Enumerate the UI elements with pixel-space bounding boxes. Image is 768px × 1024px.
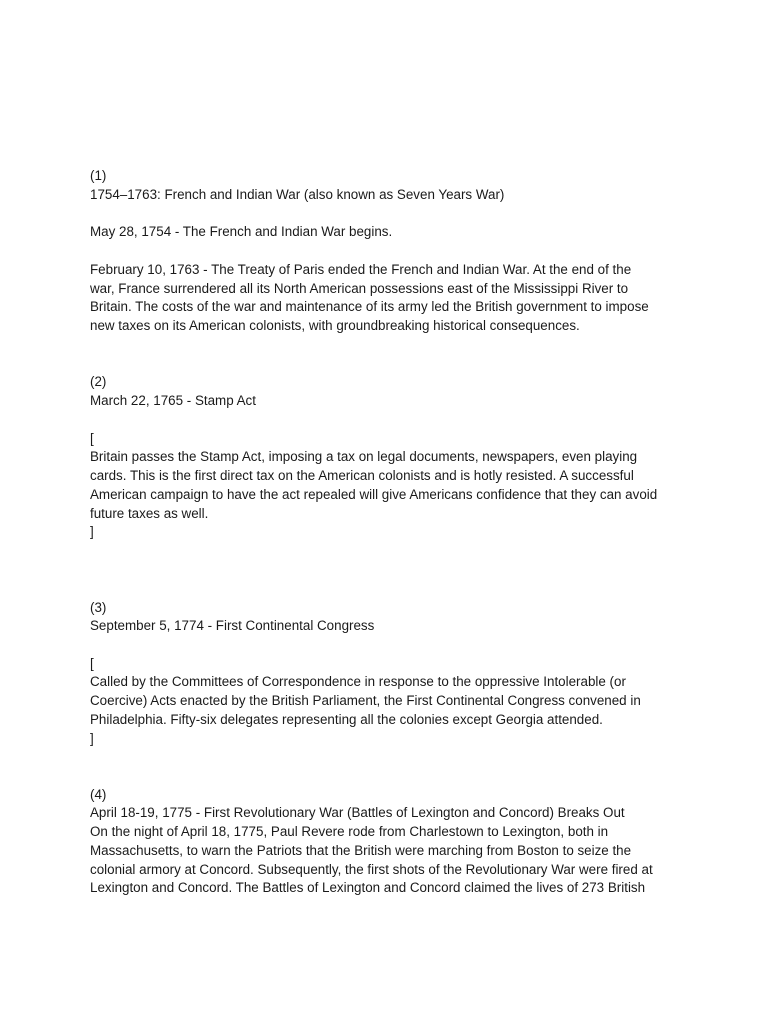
paragraph-line: colonial armory at Concord. Subsequently, the first shots of the Revolutionary War were fired at <box>90 862 653 877</box>
section-number-2: (2) <box>90 374 107 389</box>
bracket-open: [ <box>90 656 94 671</box>
bracket-open: [ <box>90 431 94 446</box>
paragraph-line: February 10, 1763 - The Treaty of Paris ended the French and Indian War. At the end of the <box>90 262 632 277</box>
section-heading-2: March 22, 1765 - Stamp Act <box>90 393 256 408</box>
paragraph-line: future taxes as well. <box>90 506 209 521</box>
paragraph-line: Philadelphia. Fifty-six delegates representing all the colonies except Georgia attended. <box>90 712 603 727</box>
paragraph-line: American campaign to have the act repealed will give Americans confidence that they can avoid <box>90 487 658 502</box>
paragraph-line: war, France surrendered all its North American possessions east of the Mississippi River to <box>90 281 629 296</box>
paragraph-line: Britain. The costs of the war and maintenance of its army led the British government to impose <box>90 299 649 314</box>
paragraph-line: Lexington and Concord. The Battles of Lexington and Concord claimed the lives of 273 British <box>90 880 646 895</box>
paragraph-line: Massachusetts, to warn the Patriots that the British were marching from Boston to seize the <box>90 843 632 858</box>
paragraph-line: Britain passes the Stamp Act, imposing a tax on legal documents, newspapers, even playing <box>90 449 638 464</box>
paragraph-line: On the night of April 18, 1775, Paul Revere rode from Charlestown to Lexington, both in <box>90 824 609 839</box>
section-heading-1: 1754–1763: French and Indian War (also known as Seven Years War) <box>90 187 505 202</box>
paragraph-line: new taxes on its American colonists, with groundbreaking historical consequences. <box>90 318 580 333</box>
section-number-3: (3) <box>90 600 107 615</box>
bracket-close: ] <box>90 524 94 539</box>
paragraph-line: Coercive) Acts enacted by the British Parliament, the First Continental Congress convened in <box>90 693 641 708</box>
section-number-1: (1) <box>90 168 107 183</box>
section-heading-3: September 5, 1774 - First Continental Congress <box>90 618 375 633</box>
section-number-4: (4) <box>90 787 107 802</box>
paragraph-line: Called by the Committees of Correspondence in response to the oppressive Intolerable (or <box>90 674 626 689</box>
event-line: May 28, 1754 - The French and Indian War begins. <box>90 224 393 239</box>
bracket-close: ] <box>90 731 94 746</box>
section-heading-4: April 18-19, 1775 - First Revolutionary War (Battles of Lexington and Concord) Breaks Out <box>90 805 625 820</box>
paragraph-line: cards. This is the first direct tax on the American colonists and is hotly resisted. A successful <box>90 468 634 483</box>
